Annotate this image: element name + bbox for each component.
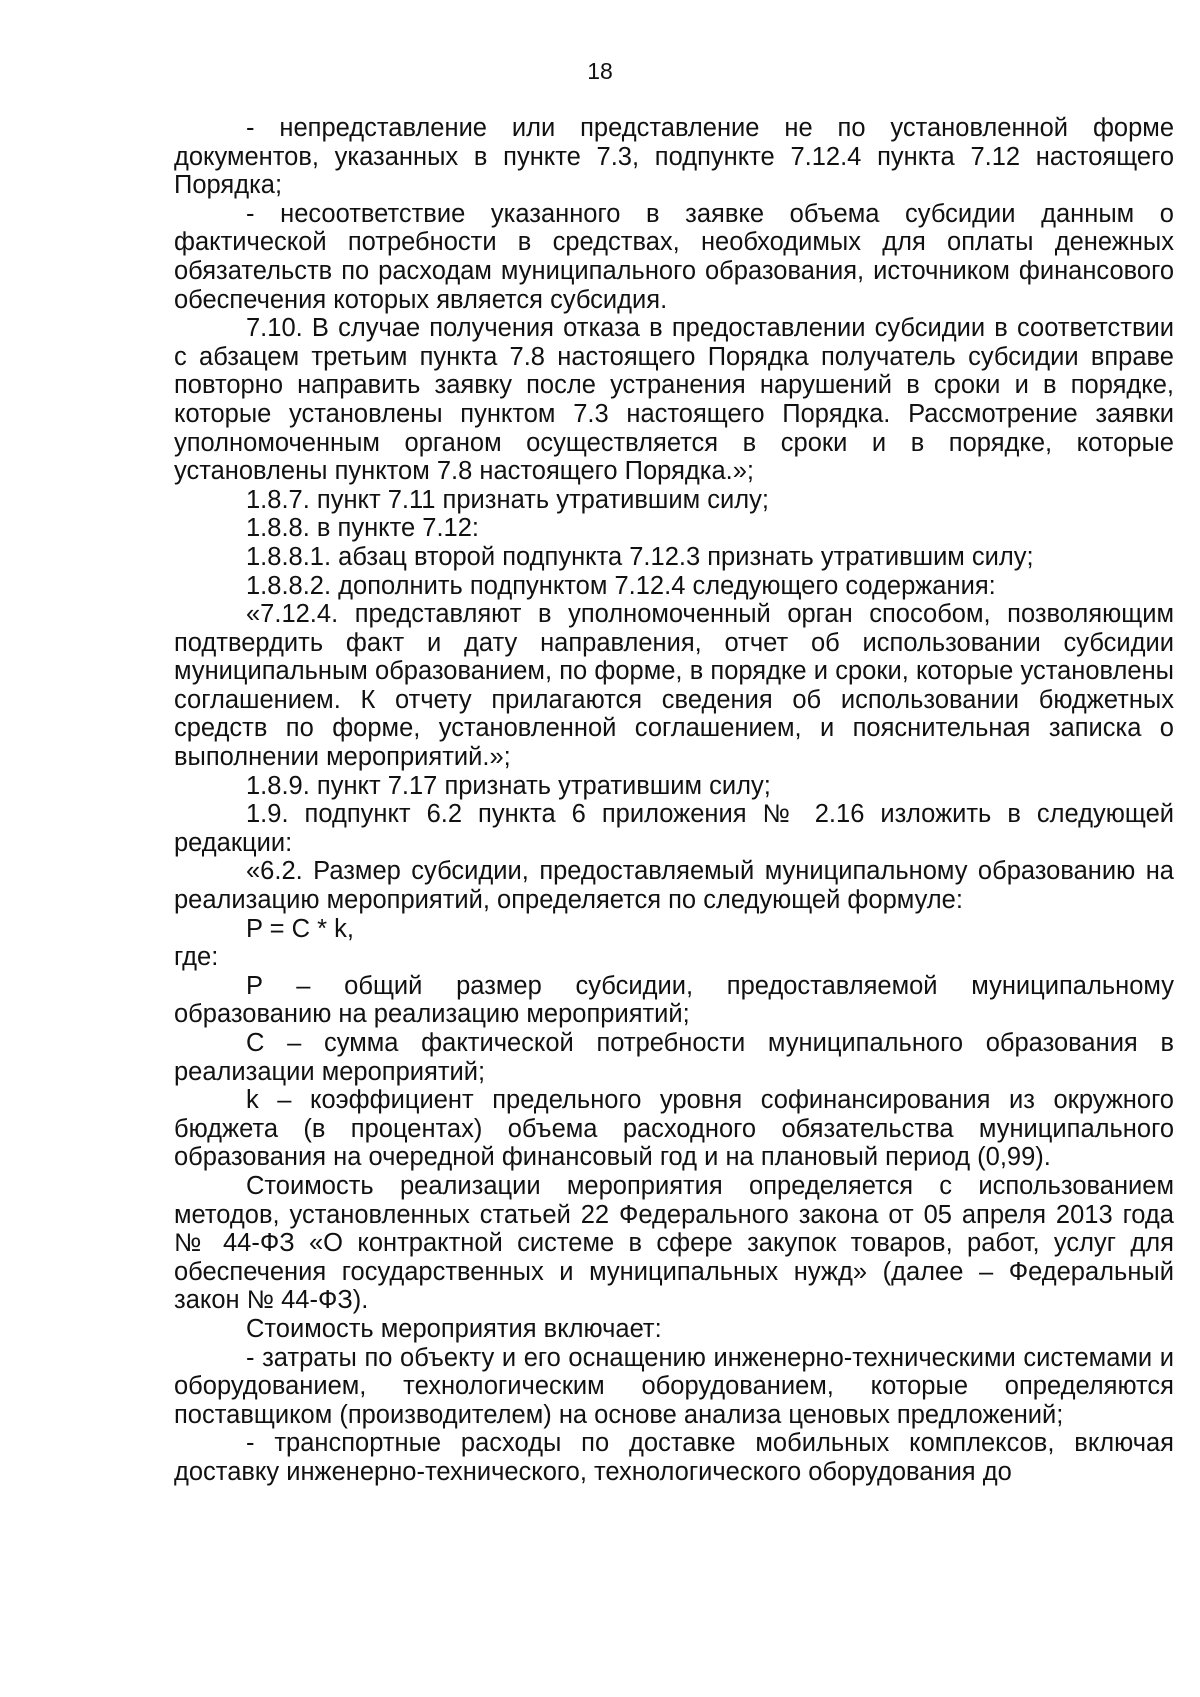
paragraph: 1.8.7. пункт 7.11 признать утратившим силу; [246, 485, 769, 514]
paragraph: «7.12.4. представляют в уполномоченный орган способом, позволяющим подтвердить факт и дату направления, отчет об использовании субсидии муниципальным образованием, по форме, в порядке и сроки, которые установлены соглашением. К отчету прилагаются сведения об использовании бюджетных средств по форме, установленной соглашением, и пояснительная записка о выполнении мероприятий.»; [174, 600, 1174, 772]
document-body [174, 114, 1174, 1487]
paragraph: P – общий размер субсидии, предоставляемой муниципальному образованию на реализацию мероприятий; [174, 971, 1174, 1029]
paragraph: - несоответствие указанного в заявке объема субсидии данным о фактической потребности в средствах, необходимых для оплаты денежных обязательств по расходам муниципального образования, источником финансового обеспечения которых является субсидия. [174, 199, 1174, 314]
where-label: где: [174, 943, 219, 972]
paragraph: 1.8.9. пункт 7.17 признать утратившим силу; [246, 771, 771, 800]
page-number: 18 [587, 58, 613, 84]
paragraph: 1.8.8.2. дополнить подпунктом 7.12.4 следующего содержания: [246, 571, 996, 600]
paragraph: 1.9. подпункт 6.2 пункта 6 приложения № 2.16 изложить в следующей редакции: [174, 800, 1174, 857]
paragraph: - затраты по объекту и его оснащению инженерно-техническими системами и оборудованием, технологическим оборудованием, которые определяются поставщиком (производителем) на основе анализа ценовых предложений; [174, 1343, 1174, 1429]
paragraph: C – сумма фактической потребности муниципального образования в реализации мероприятий; [174, 1029, 1174, 1086]
paragraph: - непредставление или представление не по установленной форме документов, указанных в пункте 7.3, подпункте 7.12.4 пункта 7.12 настоящего Порядка; [174, 114, 1174, 200]
paragraph: Стоимость мероприятия включает: [246, 1314, 662, 1343]
paragraph: «6.2. Размер субсидии, предоставляемый муниципальному образованию на реализацию мероприятий, определяется по следующей формуле: [174, 857, 1174, 915]
paragraph: k – коэффициент предельного уровня софинансирования из окружного бюджета (в процентах) объема расходного обязательства муниципального образования на очередной финансовый год и на плановый период (0,99). [174, 1086, 1174, 1172]
paragraph: 1.8.8. в пункте 7.12: [246, 514, 479, 543]
paragraph: 7.10. В случае получения отказа в предоставлении субсидии в соответствии с абзацем третьим пункта 7.8 настоящего Порядка получатель субсидии вправе повторно направить заявку после устранения нарушений в сроки и в порядке, которые установлены пунктом 7.3 настоящего Порядка. Рассмотрение заявки уполномоченным органом осуществляется в сроки и в порядке, которые установлены пунктом 7.8 настоящего Порядка.»; [174, 314, 1174, 486]
formula: P = C * k, [246, 914, 354, 943]
paragraph: - транспортные расходы по доставке мобильных комплексов, включая доставку инженерно-технического, технологического оборудования до [174, 1429, 1174, 1486]
paragraph: Стоимость реализации мероприятия определяется с использованием методов, установленных статьей 22 Федерального закона от 05 апреля 2013 года № 44-ФЗ «О контрактной системе в сфере закупок товаров, работ, услуг для обеспечения государственных и муниципальных нужд» (далее – Федеральный закон № 44-ФЗ). [174, 1171, 1174, 1315]
paragraph: 1.8.8.1. абзац второй подпункта 7.12.3 признать утратившим силу; [246, 542, 1034, 571]
